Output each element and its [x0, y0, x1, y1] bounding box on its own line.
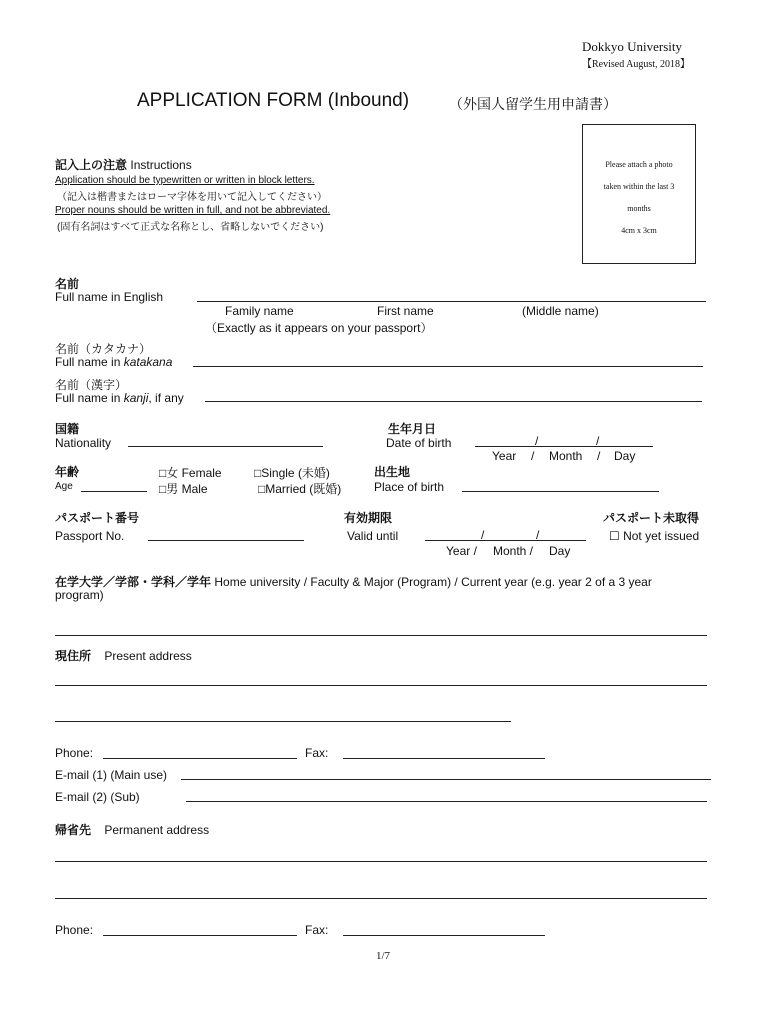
passport-name-note: （Exactly as it appears on your passport） — [205, 321, 433, 335]
marital-single-checkbox[interactable]: □Single (未婚) — [254, 466, 330, 480]
photo-box[interactable] — [582, 124, 696, 264]
dob-day-label: Day — [614, 449, 636, 463]
kanji-heading: 名前（漢字） — [55, 378, 128, 392]
instruction-line-4: (固有名詞はすべて正式な名称とし、省略しないでください) — [57, 222, 324, 233]
permanent-address-label — [55, 821, 209, 838]
permanent-address-field-2[interactable] — [55, 898, 707, 899]
permanent-address-field-1[interactable] — [55, 861, 707, 862]
valid-sep-2: / — [536, 528, 540, 542]
permanent-phone-field[interactable] — [103, 935, 297, 936]
age-field[interactable] — [81, 491, 147, 492]
permanent-fax-label: Fax: — [305, 923, 329, 937]
marital-married-checkbox[interactable]: □Married (既婚) — [258, 482, 342, 496]
dob-month-label: Month — [549, 449, 583, 463]
home-university-label-jp: 在学大学／学部・学科／学年 — [55, 575, 212, 589]
instructions-heading-jp: 記入上の注意 — [55, 158, 128, 172]
dob-field[interactable] — [475, 446, 653, 447]
valid-until-heading: 有効期限 — [344, 511, 393, 525]
home-university-label-cont: program) — [55, 588, 104, 602]
valid-year-label: Year / — [446, 544, 477, 558]
dob-sep-1: / — [535, 434, 539, 448]
birthplace-label: Place of birth — [374, 480, 445, 494]
passport-not-issued-checkbox[interactable]: ☐ Not yet issued — [609, 529, 700, 543]
home-university-label — [55, 573, 652, 590]
present-address-label-jp: 現住所 — [55, 649, 92, 663]
permanent-phone-label: Phone: — [55, 923, 94, 937]
katakana-heading: 名前（カタカナ） — [55, 342, 152, 356]
present-address-field-1[interactable] — [55, 685, 707, 686]
present-address-field-2[interactable] — [55, 721, 511, 722]
photo-instruction-1: Please attach a photo — [605, 160, 673, 169]
dob-slash-1: / — [531, 449, 535, 463]
birthplace-heading: 出生地 — [374, 465, 411, 479]
present-address-label-en: Present address — [104, 649, 192, 663]
nationality-heading: 国籍 — [55, 422, 80, 436]
full-name-english-field[interactable] — [197, 301, 706, 302]
name-heading: 名前 — [55, 277, 80, 291]
photo-instruction-2: taken within the last 3 — [603, 182, 675, 191]
instruction-line-1: Application should be typewritten or written in block letters. — [55, 175, 315, 186]
valid-until-field[interactable] — [425, 540, 586, 541]
sex-female-checkbox[interactable]: □女 Female — [159, 466, 222, 480]
passport-number-field[interactable] — [148, 540, 304, 541]
dob-label: Date of birth — [386, 436, 452, 450]
dob-year-label: Year — [492, 449, 517, 463]
instructions-heading-en: Instructions — [130, 158, 192, 172]
email-main-field[interactable] — [181, 779, 711, 780]
form-title: APPLICATION FORM (Inbound) — [137, 90, 410, 111]
permanent-address-label-en: Permanent address — [104, 823, 210, 837]
passport-label: Passport No. — [55, 529, 125, 543]
present-phone-field[interactable] — [103, 758, 297, 759]
email-sub-field[interactable] — [186, 801, 707, 802]
instruction-line-3: Proper nouns should be written in full, and not be abbreviated. — [55, 205, 331, 216]
passport-not-issued-heading: パスポート未取得 — [603, 511, 700, 525]
dob-sep-2: / — [596, 434, 600, 448]
birthplace-field[interactable] — [462, 491, 659, 492]
valid-day-label: Day — [549, 544, 571, 558]
age-label: Age — [55, 481, 73, 492]
age-heading: 年齢 — [55, 465, 80, 479]
instruction-line-2: （記入は楷書またはローマ字体を用いて記入してください） — [57, 192, 327, 203]
email-sub-label: E-mail (2) (Sub) — [55, 790, 140, 804]
dob-slash-2: / — [597, 449, 601, 463]
university-name: Dokkyo University — [582, 39, 683, 54]
katakana-label: Full name in katakana — [55, 355, 173, 369]
valid-until-label: Valid until — [347, 529, 399, 543]
first-name-label: First name — [377, 304, 434, 318]
revised-date: 【Revised August, 2018】 — [582, 59, 691, 70]
family-name-label: Family name — [225, 304, 294, 318]
nationality-field[interactable] — [128, 446, 323, 447]
middle-name-label: (Middle name) — [522, 304, 599, 318]
photo-instruction-3: months — [627, 204, 651, 213]
present-fax-label: Fax: — [305, 746, 329, 760]
present-address-label — [55, 647, 192, 664]
full-name-english-label: Full name in English — [55, 290, 164, 304]
page-number: 1/7 — [376, 950, 391, 962]
home-university-label-en: Home university / Faculty & Major (Program) / Current year (e.g. year 2 of a 3 year — [214, 575, 652, 589]
nationality-label: Nationality — [55, 436, 112, 450]
permanent-address-label-jp: 帰省先 — [55, 823, 92, 837]
present-phone-label: Phone: — [55, 746, 94, 760]
kanji-field[interactable] — [205, 401, 702, 402]
passport-heading: パスポート番号 — [55, 511, 140, 525]
kanji-label: Full name in kanji, if any — [55, 391, 184, 405]
dob-heading: 生年月日 — [388, 422, 437, 436]
sex-male-checkbox[interactable]: □男 Male — [159, 482, 208, 496]
present-fax-field[interactable] — [343, 758, 545, 759]
valid-sep-1: / — [481, 528, 485, 542]
valid-month-label: Month / — [493, 544, 534, 558]
instructions-heading — [55, 156, 192, 173]
photo-size: 4cm x 3cm — [621, 226, 657, 235]
permanent-fax-field[interactable] — [343, 935, 545, 936]
katakana-field[interactable] — [193, 366, 703, 367]
form-title-jp: （外国人留学生用申請書） — [449, 96, 617, 112]
email-main-label: E-mail (1) (Main use) — [55, 768, 168, 782]
home-university-field[interactable] — [55, 635, 707, 636]
